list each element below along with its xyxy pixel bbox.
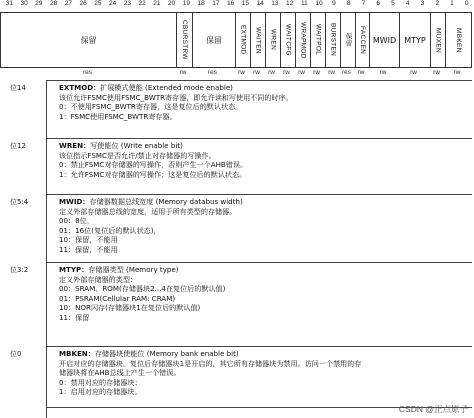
description-line: 01：PSRAM(Cellular RAM: CRAM) [59, 293, 176, 303]
register-field-waitpol [310, 13, 325, 67]
bit-position-label: 位14 [10, 84, 26, 92]
description-line: 10：保留，不能用 [59, 235, 118, 244]
bit-position-label: 位3:2 [10, 266, 29, 274]
register-field-mtyp [399, 13, 430, 67]
bit-number: 5 [391, 0, 395, 7]
access-type: rw [313, 69, 320, 76]
bit-number: 10 [315, 0, 323, 7]
bit-number: 25 [94, 0, 102, 7]
field-label: WAITPOL [314, 24, 322, 56]
access-type: res [82, 69, 93, 76]
description-line: 储器块将在AHB总线上产生一个错误。 [59, 368, 181, 377]
bit-label-column [0, 80, 47, 418]
description-line: 1：启用对应的存储器块。 [59, 387, 142, 396]
description-line: 00：8位， [59, 216, 94, 225]
field-name: WREN： [59, 141, 91, 150]
access-type: res [207, 69, 218, 76]
field-title [59, 141, 472, 151]
field-label: MBKEN [455, 27, 462, 53]
field-label: 保留 [80, 35, 97, 45]
access-type: rw [328, 69, 335, 76]
bit-number: 20 [168, 0, 176, 7]
description-row [10, 139, 472, 195]
description-line: 11：保留 [59, 312, 90, 322]
field-name: MTYP： [59, 265, 89, 274]
field-label: EXTMOD [239, 25, 247, 55]
field-label: MWID [372, 35, 397, 45]
register-field-waiten [250, 13, 265, 67]
field-label: 保留 [206, 35, 222, 45]
description-row [10, 195, 472, 263]
description-line: 1：FSMC使用FSMC_BWTR寄存器。 [59, 111, 177, 121]
access-type: res [341, 69, 352, 76]
access-type: rw [410, 69, 417, 76]
field-description-table [10, 80, 472, 408]
bit-position-label: 位12 [10, 142, 26, 150]
register-field-保留 [340, 13, 355, 67]
register-field-extmod [235, 13, 250, 67]
register-field-保留 [1, 13, 176, 67]
description-line: 1：允许FSMC对存储器的写操作；这是复位后的默认状态。 [59, 169, 247, 179]
field-title [59, 83, 472, 93]
field-title [59, 265, 472, 275]
description-line: 0：不使用FSMC_BWTR寄存器，这是复位后的默认状态。 [59, 102, 243, 111]
access-type: rw [238, 69, 245, 76]
watermark: CSDN @正点原子 [398, 404, 468, 414]
register-field-cburstrw [176, 13, 192, 67]
bit-number-row [2, 0, 474, 12]
description-row [10, 81, 472, 139]
bit-number: 4 [405, 0, 410, 7]
description-row [10, 347, 472, 408]
field-title-text: 扩展模式使能 (Extended mode enable) [100, 83, 233, 92]
description-line: 0：禁用对应的存储器块； [59, 377, 142, 387]
field-name: MWID： [59, 197, 90, 206]
description-line: 定义外部存储器的类型： [59, 274, 138, 284]
bit-number: 13 [271, 0, 279, 7]
field-label: BURSTEN [329, 23, 337, 57]
bit-number: 22 [138, 0, 146, 7]
register-field-waitcfg [280, 13, 295, 67]
description-line: 该位允许FSMC使用FSMC_BWTR寄存器，即允许读和写使用不同的时序。 [59, 92, 293, 102]
field-name: MBKEN： [59, 349, 95, 358]
description-line: 0：禁止FSMC对存储器的写操作，否则产生一个AHB错误。 [59, 160, 248, 169]
bit-number: 8 [346, 0, 351, 7]
access-type: rw [253, 69, 260, 76]
register-field-保留 [192, 13, 235, 67]
field-label: WAITCFG [284, 24, 292, 56]
bit-number: 31 [5, 0, 13, 7]
register-field-table [0, 12, 472, 68]
register-field-mwid [369, 13, 399, 67]
field-title-text: 存储器类型 (Memory type) [88, 265, 179, 274]
access-type: rw [379, 69, 387, 76]
register-field-wren [265, 13, 280, 67]
description-line: 10：NOR闪存(存储器块1在复位后的默认值) [59, 303, 201, 312]
bit-number: 1 [450, 0, 454, 7]
register-field-bursten [325, 13, 340, 67]
bit-number: 28 [50, 0, 58, 7]
description-line: 定义外部存储器总线的宽度，适用于所有类型的存储器。 [59, 206, 237, 216]
bit-number: 16 [227, 0, 235, 7]
field-label: 保留 [344, 33, 352, 47]
bit-number: 11 [301, 0, 308, 7]
bit-number: 9 [332, 0, 336, 7]
bit-number: 15 [241, 0, 249, 7]
field-title [59, 349, 472, 359]
field-label: WREN [269, 29, 277, 51]
bit-position-label: 位0 [10, 350, 22, 358]
bit-position-label: 位5:4 [10, 198, 29, 206]
access-type: rw [453, 69, 461, 76]
description-row [10, 263, 472, 347]
bit-number: 29 [35, 0, 43, 7]
bit-number: 3 [420, 0, 425, 7]
bit-number: 2 [435, 0, 439, 7]
bit-number: 30 [20, 0, 28, 7]
bit-number: 21 [153, 0, 161, 7]
bit-number: 14 [256, 0, 264, 7]
access-type: rw [357, 69, 365, 76]
field-label: MTYP [404, 35, 426, 45]
field-label: CBURSTRW [181, 20, 188, 60]
access-type: rw [298, 69, 305, 76]
bit-number: 26 [79, 0, 87, 7]
field-title-text: 写使能位 (Write enable bit) [90, 141, 183, 150]
bit-number: 19 [182, 0, 190, 7]
description-line: 00：SRAM、ROM(存储器块2...4在复位后的默认值) [59, 284, 226, 293]
access-type: rw [283, 69, 290, 76]
bit-number: 0 [464, 0, 469, 7]
bit-number: 12 [286, 0, 294, 7]
register-field-faccen [355, 13, 369, 67]
register-field-muxen [430, 13, 445, 67]
field-label: MUXEN [434, 27, 442, 53]
access-row [0, 69, 472, 79]
field-label: WRAPMOD [299, 21, 307, 59]
bit-number: 18 [197, 0, 205, 7]
access-type: rw [268, 69, 275, 76]
field-label: FACCEN [359, 25, 366, 55]
bit-number: 17 [212, 0, 220, 7]
field-title-text: 存储器块使能位 (Memory bank enable bit) [94, 349, 239, 358]
field-label: WAITEN [254, 26, 262, 54]
access-type: rw [179, 69, 187, 76]
field-title [59, 197, 472, 207]
bit-number: 23 [123, 0, 131, 7]
bit-number: 7 [361, 0, 366, 7]
bit-number: 27 [64, 0, 72, 7]
field-name: EXTMOD： [59, 83, 101, 92]
register-field-mbken [445, 13, 471, 67]
access-type: rw [433, 69, 440, 76]
register-field-wrapmod [295, 13, 310, 67]
description-line: 01：16位(复位后的默认状态)， [59, 225, 161, 235]
description-line: 该位指示FSMC是否允许/禁止对存储器的写操作。 [59, 150, 216, 160]
description-line: 11：保留，不能用 [59, 244, 118, 254]
field-title-text: 存储器数据总线宽度 (Memory databus width) [89, 197, 243, 206]
bit-number: 24 [109, 0, 117, 7]
description-line: 开启对应的存储器块。复位后存储器块1是开启的，其它所有存储器块为禁用。访问一个禁用的存 [59, 358, 362, 368]
bit-number: 6 [376, 0, 380, 7]
